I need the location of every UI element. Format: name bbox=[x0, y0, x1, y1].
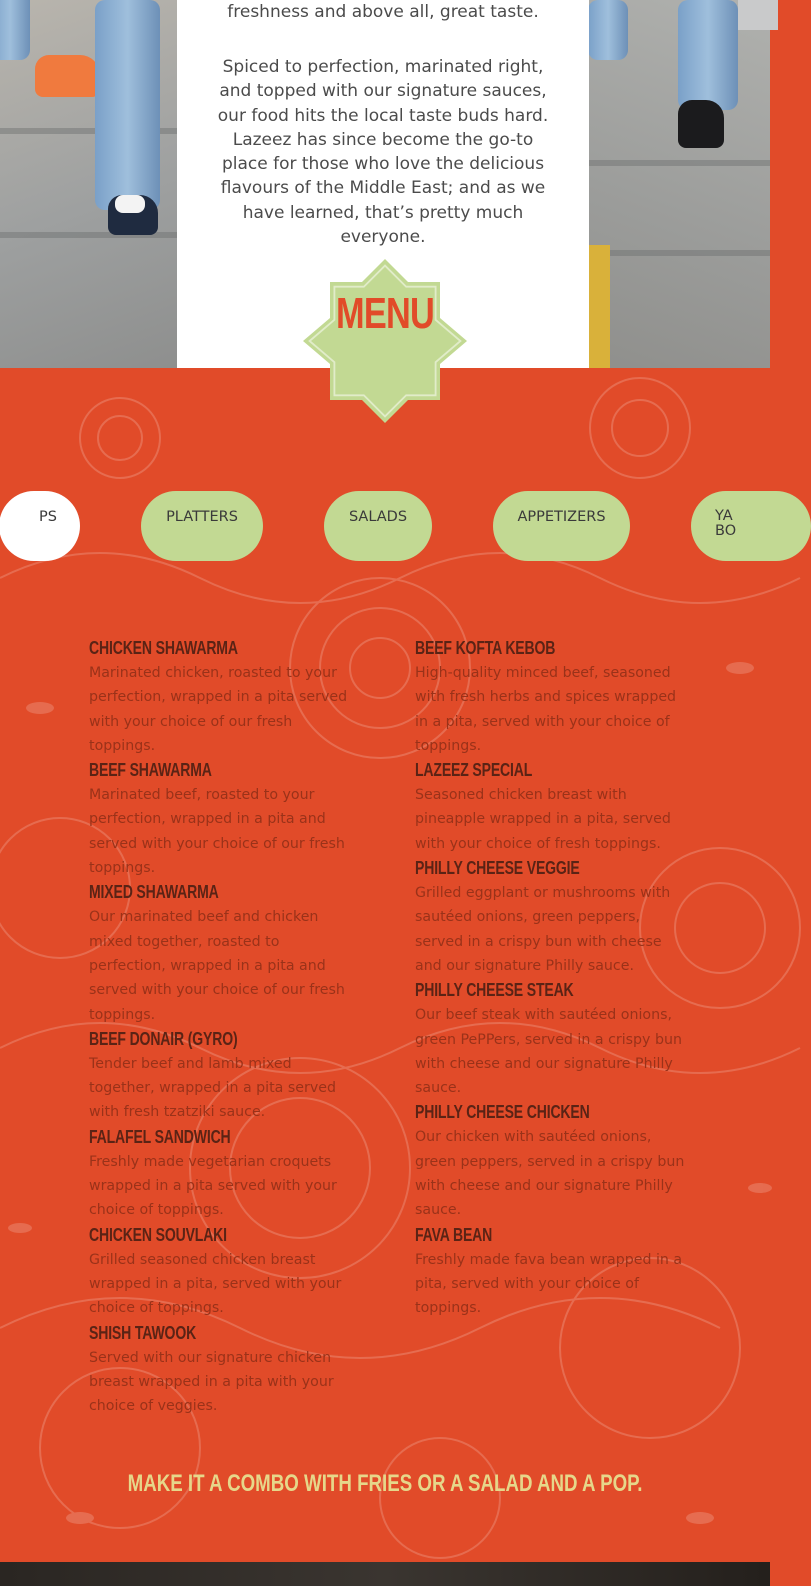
dark-shoe bbox=[678, 100, 724, 148]
leg-jeans bbox=[95, 0, 160, 210]
menu-column-right bbox=[415, 636, 685, 1321]
tab-platters[interactable]: PLATTERS bbox=[141, 491, 263, 561]
menu-item-description: Our marinated beef and chicken mixed together, roasted to perfection, wrapped in a pita and served with your choice of our fresh toppings. bbox=[89, 909, 345, 1023]
menu-item[interactable] bbox=[89, 636, 354, 758]
menu-item-description: Served with our signature chicken breast wrapped in a pita with your choice of veggies. bbox=[89, 1349, 334, 1415]
menu-badge-title: MENU bbox=[336, 289, 434, 338]
menu-item[interactable] bbox=[415, 1100, 685, 1222]
menu-item-description: Freshly made fava bean wrapped in a pita, served with your choice of toppings. bbox=[415, 1251, 683, 1317]
menu-category-tabs bbox=[39, 491, 737, 561]
footer-photo-strip bbox=[0, 1562, 770, 1586]
tab-ya-bowls[interactable]: YA BO bbox=[691, 491, 811, 561]
menu-item-name: LAZEEZ SPECIAL bbox=[415, 760, 533, 781]
tab-appetizers[interactable]: APPETIZERS bbox=[493, 491, 630, 561]
menu-item-name: PHILLY CHEESE CHICKEN bbox=[415, 1102, 590, 1123]
menu-item-description: Our chicken with sautéed onions, green peppers, served in a crispy bun with cheese and our signature Philly sauce. bbox=[415, 1129, 685, 1219]
menu-column-left bbox=[89, 636, 354, 1418]
menu-item-name: FALAFEL SANDWICH bbox=[89, 1126, 231, 1147]
menu-item[interactable] bbox=[89, 1027, 354, 1125]
menu-item-name: CHICKEN SHAWARMA bbox=[89, 638, 238, 658]
menu-item-description: High-quality minced beef, seasoned with fresh herbs and spices wrapped in a pita, served with your choice of toppings. bbox=[415, 665, 677, 754]
menu-item-name: MIXED SHAWARMA bbox=[89, 882, 219, 903]
menu-item-description: Grilled seasoned chicken breast wrapped in a pita, served with your choice of toppings. bbox=[89, 1251, 342, 1317]
menu-item[interactable] bbox=[89, 1125, 354, 1223]
menu-item-description: Freshly made vegetarian croquets wrapped in a pita served with your choice of toppings. bbox=[89, 1153, 337, 1219]
menu-item-description: Marinated beef, roasted to your perfection, wrapped in a pita and served with your choice of our fresh toppings. bbox=[89, 787, 345, 877]
sock bbox=[115, 195, 145, 213]
leg-jeans bbox=[0, 0, 30, 60]
menu-item-name: FAVA BEAN bbox=[415, 1224, 493, 1245]
sleeve bbox=[738, 0, 778, 30]
tab-salads[interactable]: SALADS bbox=[324, 491, 432, 561]
menu-item-description: Marinated chicken, roasted to your perfection, wrapped in a pita served with your choice of our fresh toppings. bbox=[89, 665, 348, 754]
menu-section bbox=[0, 368, 770, 1562]
menu-item[interactable] bbox=[415, 856, 685, 978]
curb-line bbox=[588, 250, 770, 256]
about-text-top: freshness and above all, great taste. bbox=[227, 2, 539, 22]
menu-item[interactable] bbox=[415, 636, 685, 758]
orange-shoe bbox=[35, 55, 100, 97]
star-badge-icon bbox=[303, 259, 467, 423]
leg-jeans bbox=[588, 0, 628, 60]
leg-jeans bbox=[678, 0, 738, 110]
menu-item-description: Grilled eggplant or mushrooms with sautéed onions, green peppers, served in a crispy bun with cheese and our signature Philly sauce. bbox=[415, 885, 671, 974]
menu-item-name: CHICKEN SOUVLAKI bbox=[89, 1224, 227, 1245]
menu-item-name: BEEF SHAWARMA bbox=[89, 760, 212, 781]
about-paragraph: Spiced to perfection, marinated right, and topped with our signature sauces, our food hits the local taste buds hard. Lazeez has since become the go-to place for those who love the delicious flavours of the Middle East; and as we have learned, that’s pretty much everyone. bbox=[217, 57, 549, 248]
right-photo-panel bbox=[588, 0, 770, 368]
menu-item[interactable] bbox=[415, 758, 685, 856]
combo-note: MAKE IT A COMBO WITH FRIES OR A SALAD AND A POP. bbox=[127, 1470, 643, 1497]
menu-badge[interactable] bbox=[303, 259, 467, 423]
menu-item-description: Seasoned chicken breast with pineapple wrapped in a pita, served with your choice of fresh toppings. bbox=[415, 787, 671, 852]
menu-item-name: PHILLY CHEESE STEAK bbox=[415, 980, 574, 1001]
menu-item-name: SHISH TAWOOK bbox=[89, 1322, 197, 1343]
curb-line bbox=[588, 160, 770, 166]
tab-wraps[interactable]: PS bbox=[0, 491, 80, 561]
menu-item-name: PHILLY CHEESE VEGGIE bbox=[415, 858, 580, 879]
menu-item-description: Tender beef and lamb mixed together, wrapped in a pita served with fresh tzatziki sauce. bbox=[89, 1055, 336, 1121]
left-photo-panel bbox=[0, 0, 177, 368]
menu-item[interactable] bbox=[89, 1223, 354, 1321]
menu-item[interactable] bbox=[89, 880, 354, 1026]
menu-item-name: BEEF KOFTA KEBOB bbox=[415, 638, 556, 658]
menu-item[interactable] bbox=[415, 978, 685, 1100]
yellow-road-line bbox=[588, 245, 610, 368]
menu-item-description: Our beef steak with sautéed onions, green PePPers, served in a crispy bun with cheese and our signature Philly sauce. bbox=[415, 1007, 682, 1097]
menu-item[interactable] bbox=[89, 758, 354, 880]
menu-item[interactable] bbox=[89, 1321, 354, 1419]
menu-item-name: BEEF DONAIR (GYRO) bbox=[89, 1028, 238, 1049]
menu-item[interactable] bbox=[415, 1223, 685, 1321]
